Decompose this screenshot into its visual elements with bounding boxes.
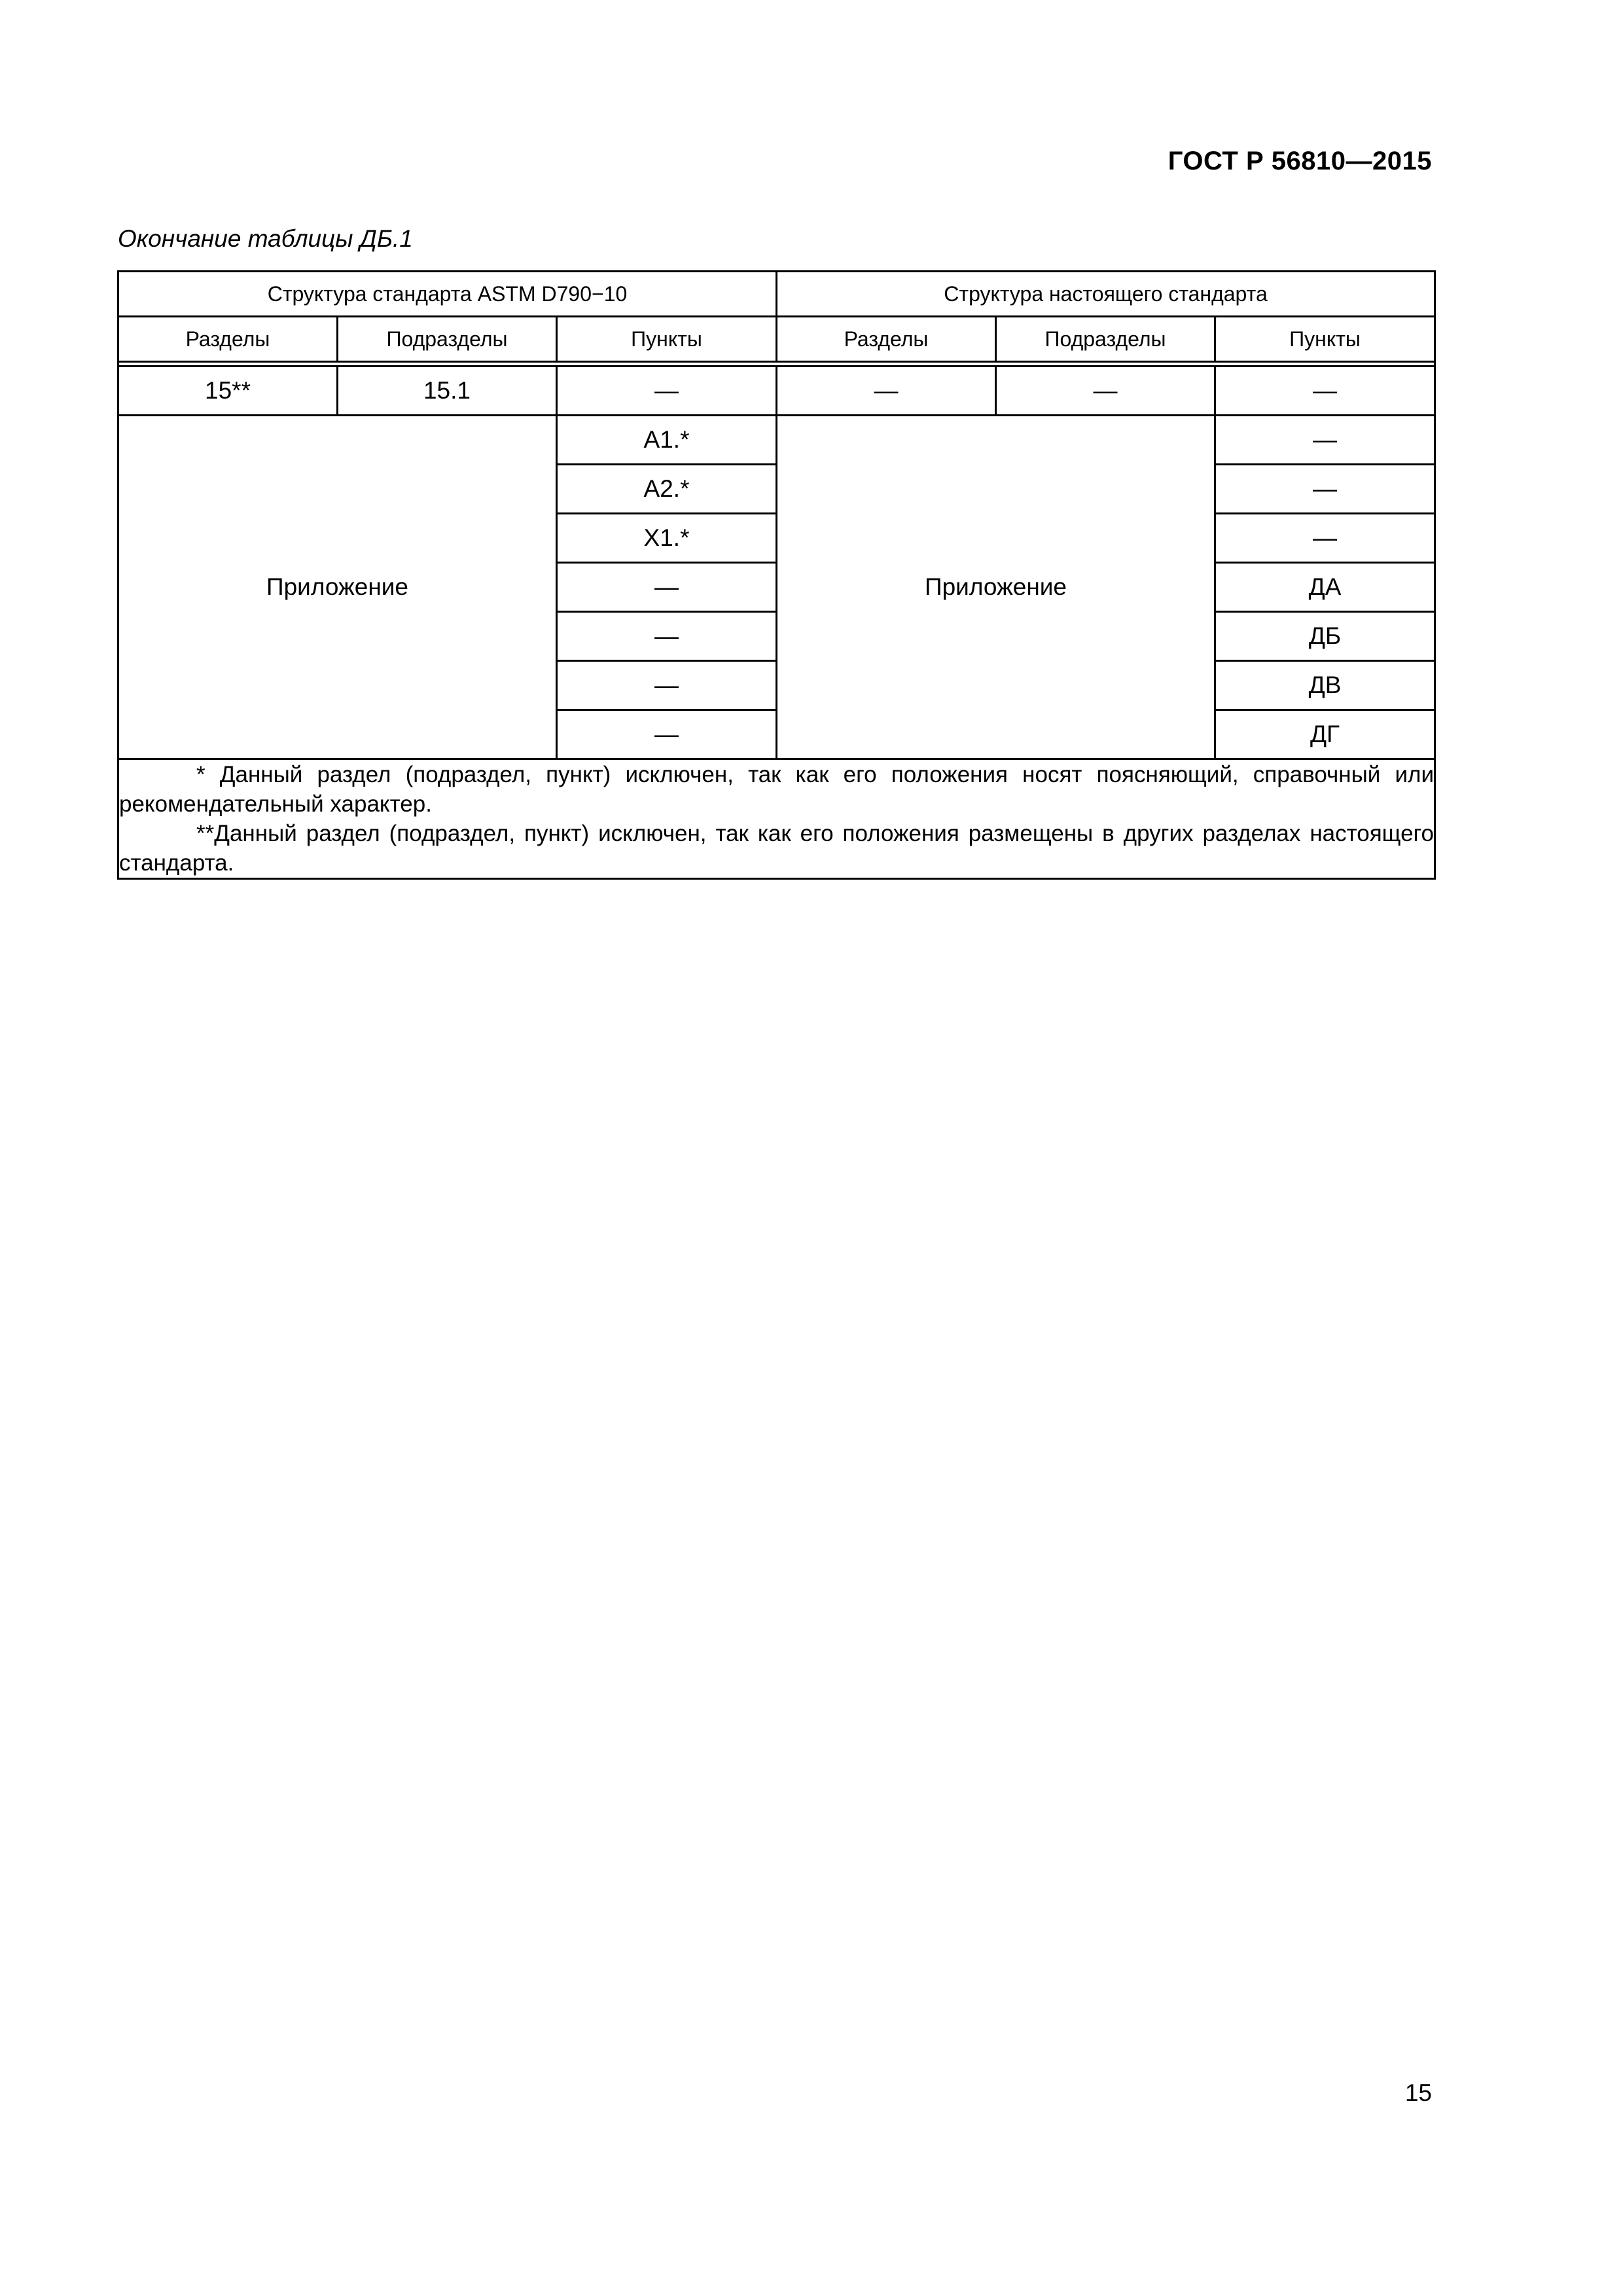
table-cell: — bbox=[777, 367, 996, 416]
table-cell: — bbox=[557, 563, 777, 612]
table-row bbox=[118, 367, 1435, 416]
table-cell: ДБ bbox=[1215, 612, 1435, 661]
column-header: Пункты bbox=[557, 317, 777, 362]
page-number: 15 bbox=[1404, 2079, 1432, 2106]
table-cell: — bbox=[1215, 465, 1435, 514]
table-cell: — bbox=[557, 661, 777, 710]
table-cell: A1.* bbox=[557, 416, 777, 465]
document-number: ГОСТ Р 56810—2015 bbox=[1168, 147, 1432, 175]
table-row bbox=[118, 416, 1435, 465]
column-header: Пункты bbox=[1215, 317, 1435, 362]
table-caption: Окончание таблицы ДБ.1 bbox=[118, 225, 413, 252]
table-cell: — bbox=[996, 367, 1215, 416]
table-cell: — bbox=[1215, 416, 1435, 465]
table-notes bbox=[118, 759, 1435, 879]
column-header: Разделы bbox=[118, 317, 338, 362]
separator-cell bbox=[118, 362, 1435, 367]
table-cell: — bbox=[557, 710, 777, 759]
group-header-astm: Структура стандарта ASTM D790−10 bbox=[118, 272, 777, 317]
notes-row bbox=[118, 759, 1435, 879]
table-cell: — bbox=[1215, 514, 1435, 563]
table-cell: ДГ bbox=[1215, 710, 1435, 759]
table-cell: X1.* bbox=[557, 514, 777, 563]
structure-comparison-table bbox=[117, 270, 1436, 880]
table-cell: A2.* bbox=[557, 465, 777, 514]
column-header: Подразделы bbox=[996, 317, 1215, 362]
table-cell: 15.1 bbox=[338, 367, 557, 416]
column-header: Подразделы bbox=[338, 317, 557, 362]
table-cell: — bbox=[1215, 367, 1435, 416]
table-cell: — bbox=[557, 612, 777, 661]
table-cell: ДВ bbox=[1215, 661, 1435, 710]
appendix-cell-left: Приложение bbox=[118, 416, 557, 759]
appendix-cell-right: Приложение bbox=[777, 416, 1215, 759]
group-header-current: Структура настоящего стандарта bbox=[777, 272, 1435, 317]
group-header-row bbox=[118, 272, 1435, 317]
column-header-row bbox=[118, 317, 1435, 362]
footnote-double-asterisk: **Данный раздел (подраздел, пункт) исключен, так как его положения размещены в других разделах настоящего стандарта. bbox=[119, 821, 1435, 876]
header-separator bbox=[118, 362, 1435, 367]
table-cell: 15** bbox=[118, 367, 338, 416]
table-cell: — bbox=[557, 367, 777, 416]
footnote-single-asterisk: * Данный раздел (подраздел, пункт) исключен, так как его положения носят поясняющий, справочный или рекомендательный характер. bbox=[119, 762, 1435, 817]
table-cell: ДА bbox=[1215, 563, 1435, 612]
column-header: Разделы bbox=[777, 317, 996, 362]
